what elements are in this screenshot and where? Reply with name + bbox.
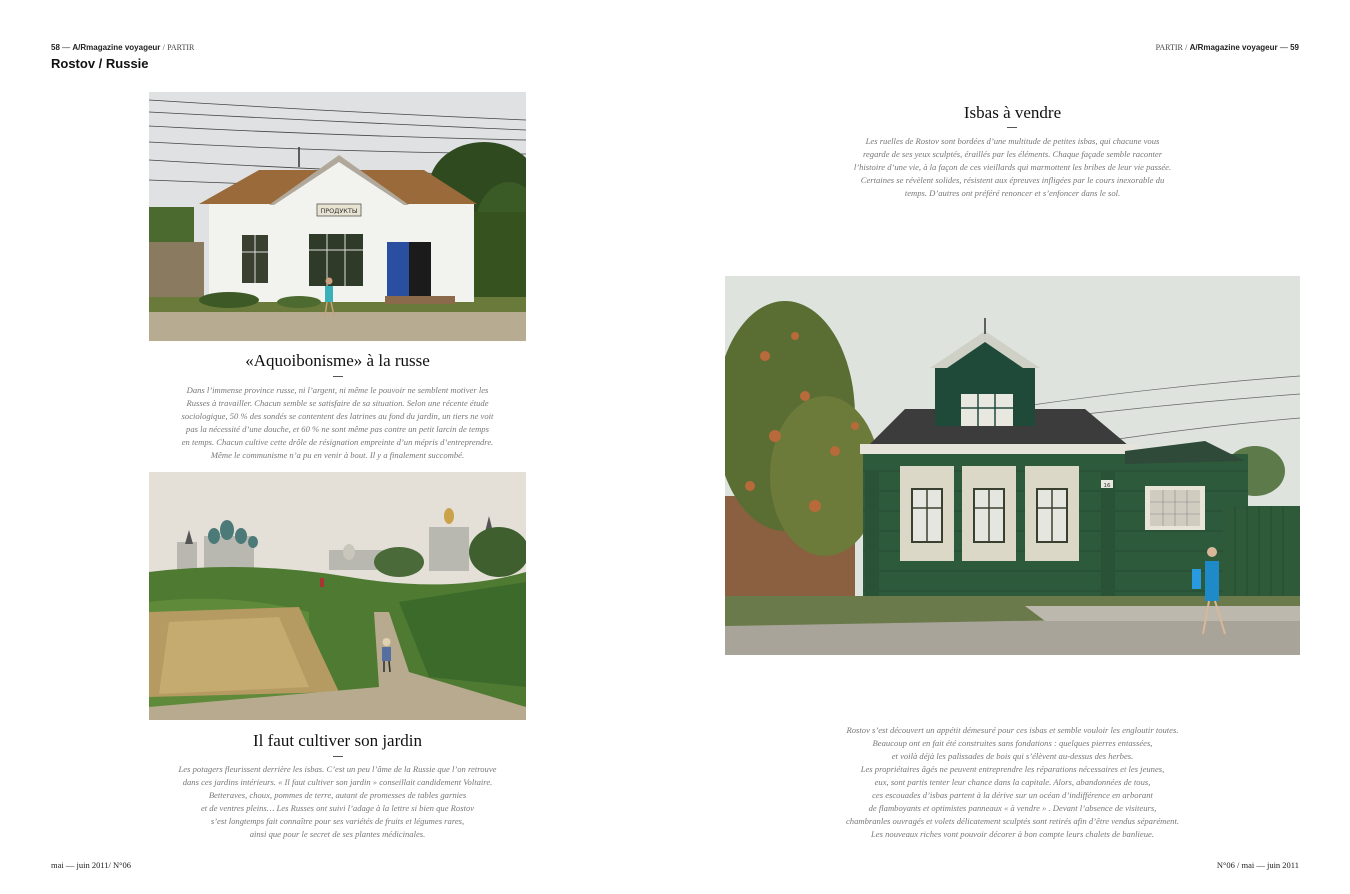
text-line: sociologique, 50 % des sondés se contentent des latrines au fond du jardin, un tiers ne voit: [181, 411, 494, 421]
text-line: Rostov s’est découvert un appétit démesuré pour ces isbas et semble vouloir les engloutir toutes.: [846, 725, 1179, 735]
text-line: s’est longtemps fait connaître pour ses variétés de fruits et légumes rares,: [210, 816, 465, 826]
photo-garden-path: [149, 472, 526, 720]
right-folio: N°06 / mai — juin 2011: [1216, 860, 1299, 870]
right-running-head: [1156, 43, 1299, 52]
text-line: Beaucoup ont en fait été construites sans fondations : quelques pierres entassées,: [872, 738, 1153, 748]
left-folio: mai — juin 2011/ N°06: [51, 860, 132, 870]
photo-green-isba: [725, 276, 1300, 655]
text-line: Dans l’immense province russe, ni l’argent, ni même le pouvoir ne semblent motiver les: [186, 385, 489, 395]
text-line: ainsi que pour le secret de ses plantes médicinales.: [249, 829, 426, 839]
text-line: Même le communisme n’a pu en venir à bout. Il y a finalement succombé.: [210, 450, 465, 460]
article-jardin-text: [138, 763, 537, 841]
heading-aquoibonisme: «Aquoibonisme» à la russe: [245, 351, 430, 370]
right-page-number: 59: [1290, 43, 1299, 52]
heading-rule: [1007, 127, 1017, 128]
heading-isbas-a-vendre: Isbas à vendre: [963, 103, 1062, 122]
text-line: et voilà déjà les palissades de bois qui s’élèvent au-dessus des herbes.: [891, 751, 1134, 761]
text-line: Certaines se révèlent solides, résistent aux épreuves infligées par le cours inexorable du: [860, 175, 1165, 185]
photo-shop-building: [149, 92, 526, 341]
right-magazine-name: A/Rmagazine voyageur: [1189, 43, 1278, 52]
text-line: Betteraves, choux, pommes de terre, autant de promesses de tables garnies: [208, 790, 467, 800]
left-head-section: PARTIR: [167, 43, 195, 52]
text-line: regarde de ses yeux sculptés, éraillés par les éléments. Chaque façade semble raconter: [862, 149, 1163, 159]
left-head-dash: —: [62, 43, 71, 52]
text-line: Les potagers fleurissent derrière les isbas. C’est un peu l’âme de la Russie que l’on retrouve: [178, 764, 497, 774]
text-line: dans ces jardins intérieurs. « Il faut cultiver son jardin » conseillait candidement Voltaire.: [182, 777, 493, 787]
right-head-dash: —: [1279, 43, 1288, 52]
right-head-section: PARTIR: [1155, 43, 1183, 52]
shop-sign-text: ПРОДУКТЫ: [320, 207, 358, 215]
text-line: Les propriétaires âgés ne peuvent entreprendre les réparations nécessaires et les jeunes,: [860, 764, 1165, 774]
article-rostov-text: [725, 724, 1300, 841]
text-line: en temps. Chacun cultive cette drôle de résignation empreinte d’un mépris d’entreprendre.: [181, 437, 494, 447]
text-line: chambranles ouvragés et volets délicatement sculptés sont retirés afin d’être vendus séparément.: [845, 816, 1179, 826]
text-line: et de ventres pleins… Les Russes ont suivi l’adage à la lettre si bien que Rostov: [200, 803, 475, 813]
left-magazine-name: A/Rmagazine voyageur: [72, 43, 161, 52]
article-isbas-text: [725, 135, 1300, 200]
heading-cultiver-jardin: Il faut cultiver son jardin: [252, 731, 422, 750]
text-line: ces escouades d’isbas partent à la dérive sur un océan d’indifférence en arborant: [872, 790, 1153, 800]
text-line: de flamboyants et optimistes panneaux « à vendre » . Devant l’absence de visiteurs,: [868, 803, 1157, 813]
left-page-number: 58: [51, 43, 60, 52]
section-title: Rostov / Russie: [51, 56, 149, 71]
heading-rule: [333, 756, 343, 757]
heading-rule: [333, 376, 343, 377]
text-line: Les ruelles de Rostov sont bordées d’une multitude de petites isbas, qui chacune vous: [865, 136, 1160, 146]
text-line: eux, sont partis tenter leur chance dans la capitale. Alors, abandonnées de tous,: [874, 777, 1151, 787]
text-line: pas la nécessité d’une douche, et 60 % ne sont même pas contre un petit larcin de temps: [186, 424, 489, 434]
text-line: l’histoire d’une vie, à la façon de ces vieillards qui marmottent les bribes de leur vie passée.: [853, 162, 1172, 172]
text-line: temps. D’autres ont préféré renoncer et s’enfoncer dans le sol.: [904, 188, 1121, 198]
house-number-text: 16: [1103, 483, 1111, 489]
right-head-separator: /: [1185, 43, 1188, 52]
text-line: Russes à travailler. Chacun semble se satisfaire de sa situation. Selon une récente étude: [186, 398, 489, 408]
article-aquoibonisme-text: [138, 384, 537, 462]
left-running-head: [51, 43, 194, 52]
text-line: Les nouveaux riches vont pouvoir décorer à bon compte leurs chalets de banlieue.: [871, 829, 1154, 839]
left-head-separator: /: [162, 43, 165, 52]
